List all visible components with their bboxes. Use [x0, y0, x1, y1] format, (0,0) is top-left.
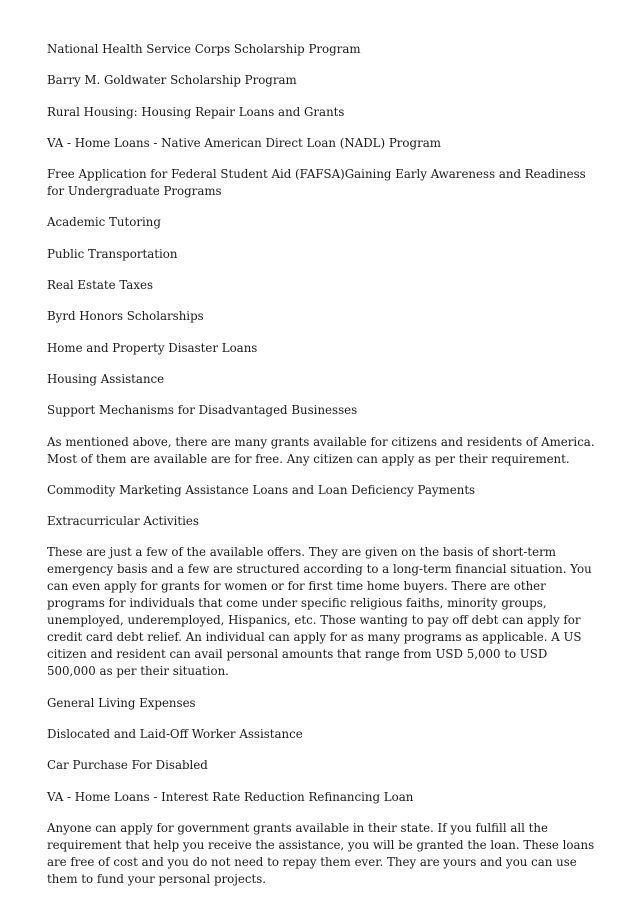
program-item-rural-housing: Rural Housing: Housing Repair Loans and Grants [47, 104, 345, 119]
program-item-commodity-marketing: Commodity Marketing Assistance Loans and Loan Deficiency Payments [47, 482, 476, 497]
program-item-living-expenses: General Living Expenses [47, 695, 196, 710]
program-item-real-estate-taxes: Real Estate Taxes [47, 278, 154, 293]
program-item-housing-assistance: Housing Assistance [47, 371, 165, 386]
program-item-va-irrrl: VA - Home Loans - Interest Rate Reduction Refinancing Loan [47, 789, 414, 804]
program-item-goldwater: Barry M. Goldwater Scholarship Program [47, 73, 297, 88]
body-paragraph-state-grants: Anyone can apply for government grants available in their state. If you fulfill all the requirement that help you receive the assistance, you will be granted the loan. These loans are free of cost and you do not need to repay them ever. They are yours and you can use them to fund your personal projects. [47, 820, 595, 886]
program-item-academic-tutoring: Academic Tutoring [47, 215, 161, 230]
program-item-car-purchase-disabled: Car Purchase For Disabled [47, 758, 208, 773]
document-page [47, 41, 599, 902]
program-item-byrd-honors: Byrd Honors Scholarships [47, 309, 204, 324]
program-item-extracurricular: Extracurricular Activities [47, 514, 199, 529]
program-item-va-nadl: VA - Home Loans - Native American Direct Loan (NADL) Program [47, 135, 441, 150]
program-item-disadvantaged-businesses: Support Mechanisms for Disadvantaged Businesses [47, 403, 358, 418]
body-paragraph-available-offers: These are just a few of the available offers. They are given on the basis of short-term emergency basis and a few are structured according to a long-term financial situation. You can even apply for grants for women or for first time home buyers. There are other programs for individuals that come under specific religious faiths, minority groups, unemployed, underemployed, Hispanics, etc. Those wanting to pay off debt can apply for credit card debt relief. An individual can apply for as many programs as applicable. A US citizen and resident can avail personal amounts that range from USD 5,000 to USD 500,000 as per their situation. [47, 545, 592, 679]
program-item-dislocated-worker: Dislocated and Laid-Off Worker Assistance [47, 727, 303, 742]
program-item-nhsc: National Health Service Corps Scholarship Program [47, 42, 361, 56]
body-paragraph-grants-overview: As mentioned above, there are many grants available for citizens and residents of America. Most of them are available are for free. Any citizen can apply as per their requirement. [47, 434, 595, 466]
program-item-disaster-loans: Home and Property Disaster Loans [47, 340, 258, 355]
program-item-fafsa-gear-up: Free Application for Federal Student Aid (FAFSA)Gaining Early Awareness and Readiness for Undergraduate Programs [47, 167, 586, 199]
program-item-public-transportation: Public Transportation [47, 246, 178, 261]
